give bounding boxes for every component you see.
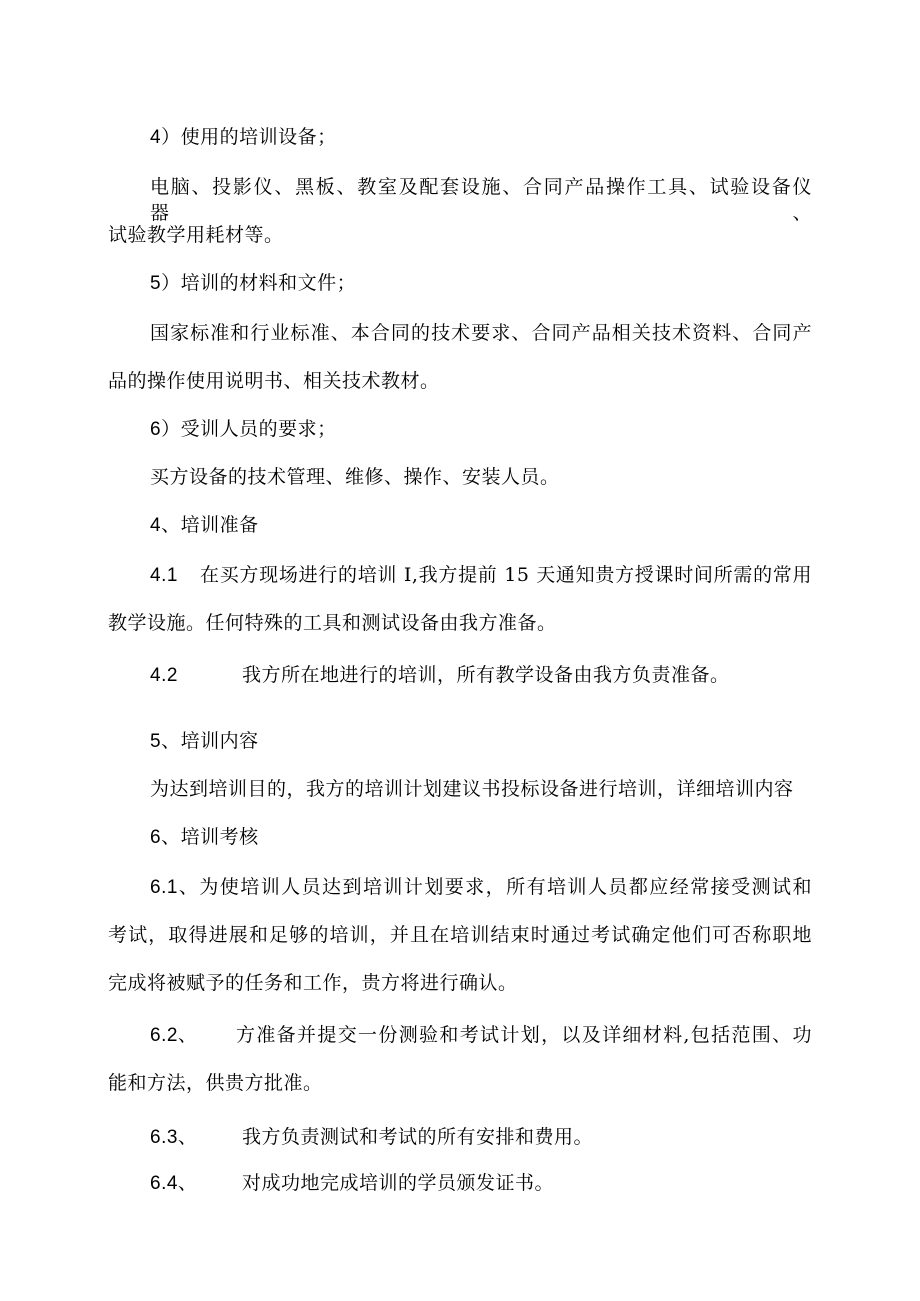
clause-number: 4.2 <box>150 665 178 686</box>
paragraph-line <box>150 776 812 802</box>
item-number: 4） <box>150 127 181 148</box>
clause-separator: 、 <box>177 1024 198 1046</box>
paragraph-line <box>108 368 440 394</box>
heading-training-materials <box>150 270 356 297</box>
paragraph-text: 完成将被赋予的任务和工作，贵方将进行确认。 <box>108 972 518 994</box>
clause-6-4 <box>150 1170 197 1197</box>
clause-number: 6.2 <box>150 1025 178 1046</box>
clause-4-1 <box>150 562 178 589</box>
paragraph-line <box>150 320 812 346</box>
item-text: 培训的材料和文件； <box>180 272 357 294</box>
heading-training-equipment <box>150 124 337 151</box>
section-number: 4 <box>150 515 162 536</box>
section-title: 、培训考核 <box>161 826 259 848</box>
section-number: 6 <box>150 827 162 848</box>
clause-text: 对成功地完成培训的学员颁发证书。 <box>242 1172 555 1194</box>
heading-trainee-requirements <box>150 416 337 443</box>
section-number: 5 <box>150 731 162 752</box>
section-heading-content <box>150 728 259 755</box>
clause-number: 6.3 <box>150 1127 178 1148</box>
paragraph-line <box>108 1070 323 1096</box>
paragraph-text: 买方设备的技术管理、维修、操作、安装人员。 <box>150 466 560 488</box>
clause-6-3 <box>150 1124 197 1151</box>
clause-4-2-text <box>242 662 730 688</box>
clause-6-2 <box>150 1022 197 1049</box>
paragraph-text: 国家标准和行业标准、本合同的技术要求、合同产品相关技术资料、合同产 <box>150 322 812 344</box>
item-text: 使用的培训设备； <box>180 126 337 148</box>
clause-text: 我方所在地进行的培训，所有教学设备由我方负责准备。 <box>242 664 730 686</box>
clause-number: 4.1 <box>150 565 178 586</box>
clause-number: 6.1 <box>150 877 178 898</box>
clause-number: 6.4 <box>150 1173 178 1194</box>
paragraph-text: 教学设施。任何特殊的工具和测试设备由我方准备。 <box>108 612 557 634</box>
section-title: 、培训准备 <box>161 514 259 536</box>
paragraph-line <box>150 464 560 490</box>
paragraph-text: 品的操作使用说明书、相关技术教材。 <box>108 370 440 392</box>
clause-separator: 、 <box>177 1126 198 1148</box>
paragraph-line <box>108 922 812 948</box>
paragraph-text: 为达到培训目的，我方的培训计划建议书投标设备进行培训，详细培训内容 <box>150 778 794 800</box>
paragraph-line <box>108 970 518 996</box>
section-heading-assessment <box>150 824 259 851</box>
paragraph-text: 电脑、投影仪、黑板、教室及配套设施、合同产品操作工具、试验设备仪器、 <box>150 176 812 224</box>
clause-6-3-text <box>242 1124 593 1150</box>
paragraph-text: 考试，取得进展和足够的培训，并且在培训结束时通过考试确定他们可否称职地 <box>108 924 812 946</box>
clause-text: 我方负责测试和考试的所有安排和费用。 <box>242 1126 594 1148</box>
clause-6-4-text <box>242 1170 554 1196</box>
paragraph-text: 能和方法，供贵方批准。 <box>108 1072 323 1094</box>
clause-text: 在买方现场进行的培训 I,我方提前 15 天通知贵方授课时间所需的常用 <box>200 564 812 586</box>
item-text: 受训人员的要求； <box>180 418 337 440</box>
clause-4-1-text <box>200 562 812 588</box>
paragraph-line <box>150 174 812 226</box>
paragraph-line <box>108 222 284 248</box>
item-number: 6） <box>150 419 181 440</box>
item-number: 5） <box>150 273 181 294</box>
clause-6-1 <box>150 874 812 901</box>
paragraph-text: 试验教学用耗材等。 <box>108 224 284 246</box>
clause-4-2 <box>150 662 178 689</box>
clause-separator: 、 <box>177 1172 198 1194</box>
clause-text: 方准备并提交一份测验和考试计划，以及详细材料,包括范围、功 <box>236 1024 812 1046</box>
clause-text: 、为使培训人员达到培训计划要求，所有培训人员都应经常接受测试和 <box>177 876 812 898</box>
section-title: 、培训内容 <box>161 730 259 752</box>
paragraph-line <box>108 610 557 636</box>
section-heading-preparation <box>150 512 259 539</box>
clause-6-2-text <box>236 1022 812 1048</box>
